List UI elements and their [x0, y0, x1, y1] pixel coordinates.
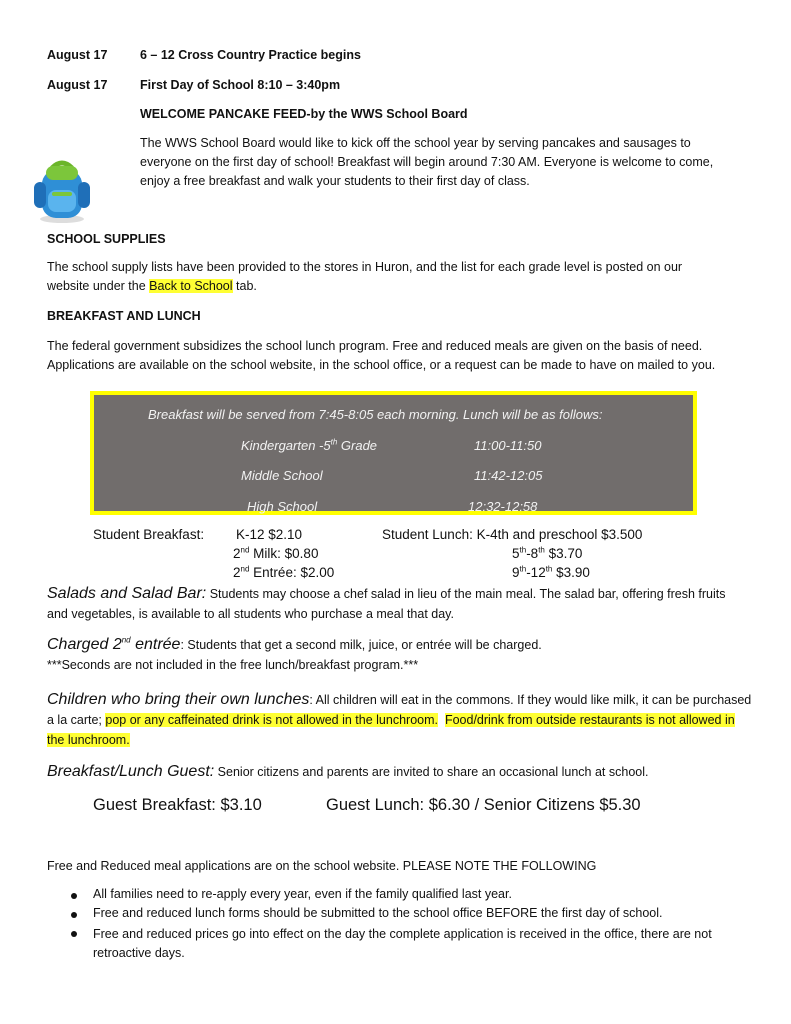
bullet-icon	[71, 912, 77, 918]
schedule-group: High School	[247, 499, 318, 514]
schedule-group: Kindergarten -5th Grade	[241, 437, 378, 453]
charged-body: : Students that get a second milk, juice, or entrée will be charged.	[180, 638, 542, 652]
schedule-intro: Breakfast will be served from 7:45-8:05 each morning. Lunch will be as follows:	[148, 407, 603, 422]
own-lunch-body: : All children will eat in the commons. If they would like milk, it can be purchased a la carte;	[47, 693, 752, 727]
salads-title: Salads and Salad Bar:	[47, 585, 207, 602]
guest-body: Senior citizens and parents are invited to share an occasional lunch at school.	[214, 765, 649, 779]
grade-5-8-price: 5th-8th $3.70	[512, 545, 583, 561]
pancake-heading: WELCOME PANCAKE FEED-by the WWS School Board	[140, 107, 468, 121]
guest-lunch-price: Guest Lunch: $6.30 / Senior Citizens $5.30	[326, 796, 641, 814]
pancake-body: The WWS School Board would like to kick off the school year by serving pancakes and sausages to everyone on the first day of school! Breakfast will begin around 7:30 AM. Everyone is welcome to come, enjoy a free breakfast and walk your students to their first day of class.	[140, 136, 714, 188]
charged-title: Charged 2nd entrée	[47, 635, 181, 653]
free-reduced-bullet: Free and reduced lunch forms should be submitted to the school office BEFORE the first day of school.	[93, 906, 663, 920]
salads-body: Students may choose a chef salad in lieu of the main meal. The salad bar, offering fresh fruits and vegetables, is available to all students who purchase a meal that day.	[47, 587, 726, 621]
student-lunch-price: Student Lunch: K-4th and preschool $3.500	[382, 527, 643, 542]
event-date: August 17	[47, 48, 108, 62]
own-lunch-highlight-1: pop or any caffeinated drink is not allowed in the lunchroom.	[105, 713, 438, 727]
bullet-icon	[71, 893, 77, 899]
event-text: First Day of School 8:10 – 3:40pm	[140, 78, 341, 92]
supplies-line2-pre: website under the	[47, 279, 150, 293]
meal-schedule-box	[90, 391, 697, 515]
own-lunch-highlight-2: Food/drink from outside restaurants is not allowed in the lunchroom.	[47, 713, 735, 747]
breakfast-k12-price: K-12 $2.10	[236, 527, 303, 542]
schedule-time: 11:00-11:50	[474, 438, 542, 453]
milk-price: 2nd Milk: $0.80	[233, 545, 319, 561]
schedule-time: 12:32-12:58	[468, 499, 538, 514]
salads-paragraph	[47, 584, 747, 624]
charged-paragraph	[47, 636, 542, 654]
guest-breakfast-price: Guest Breakfast: $3.10	[93, 796, 262, 814]
free-reduced-bullet: Free and reduced prices go into effect on the day the complete application is received in the office, there are not retroactive days.	[93, 927, 712, 960]
free-reduced-bullet: All families need to re-apply every year, even if the family qualified last year.	[93, 887, 512, 901]
guest-title: Breakfast/Lunch Guest:	[47, 763, 215, 780]
student-breakfast-label: Student Breakfast:	[93, 527, 205, 542]
event-date: August 17	[47, 78, 108, 92]
bullet-icon	[71, 931, 77, 937]
schedule-time: 11:42-12:05	[474, 468, 543, 483]
own-lunch-title: Children who bring their own lunches	[47, 691, 310, 708]
event-text: 6 – 12 Cross Country Practice begins	[140, 48, 361, 62]
own-lunch-paragraph	[47, 690, 752, 750]
guest-paragraph	[47, 763, 649, 781]
breakfast-lunch-heading: BREAKFAST AND LUNCH	[47, 309, 201, 323]
supplies-line1: The school supply lists have been provided to the stores in Huron, and the list for each grade level is posted on our	[47, 260, 683, 274]
backpack-icon	[30, 158, 94, 224]
free-reduced-intro: Free and Reduced meal applications are on the school website. PLEASE NOTE THE FOLLOWING	[47, 859, 597, 873]
supplies-line2	[47, 279, 257, 293]
breakfast-lunch-body: The federal government subsidizes the school lunch program. Free and reduced meals are given on the basis of need. Applications are available on the school website, in the school office, or a request can be made to have on mailed to you.	[47, 339, 716, 372]
supplies-heading: SCHOOL SUPPLIES	[47, 232, 166, 246]
supplies-line2-post: tab.	[232, 279, 257, 293]
schedule-group: Middle School	[241, 468, 323, 483]
back-to-school-link[interactable]: Back to School	[149, 279, 233, 293]
grade-9-12-price: 9th-12th $3.90	[512, 564, 590, 580]
charged-note: ***Seconds are not included in the free lunch/breakfast program.***	[47, 658, 419, 672]
entree-price: 2nd Entrée: $2.00	[233, 564, 335, 580]
